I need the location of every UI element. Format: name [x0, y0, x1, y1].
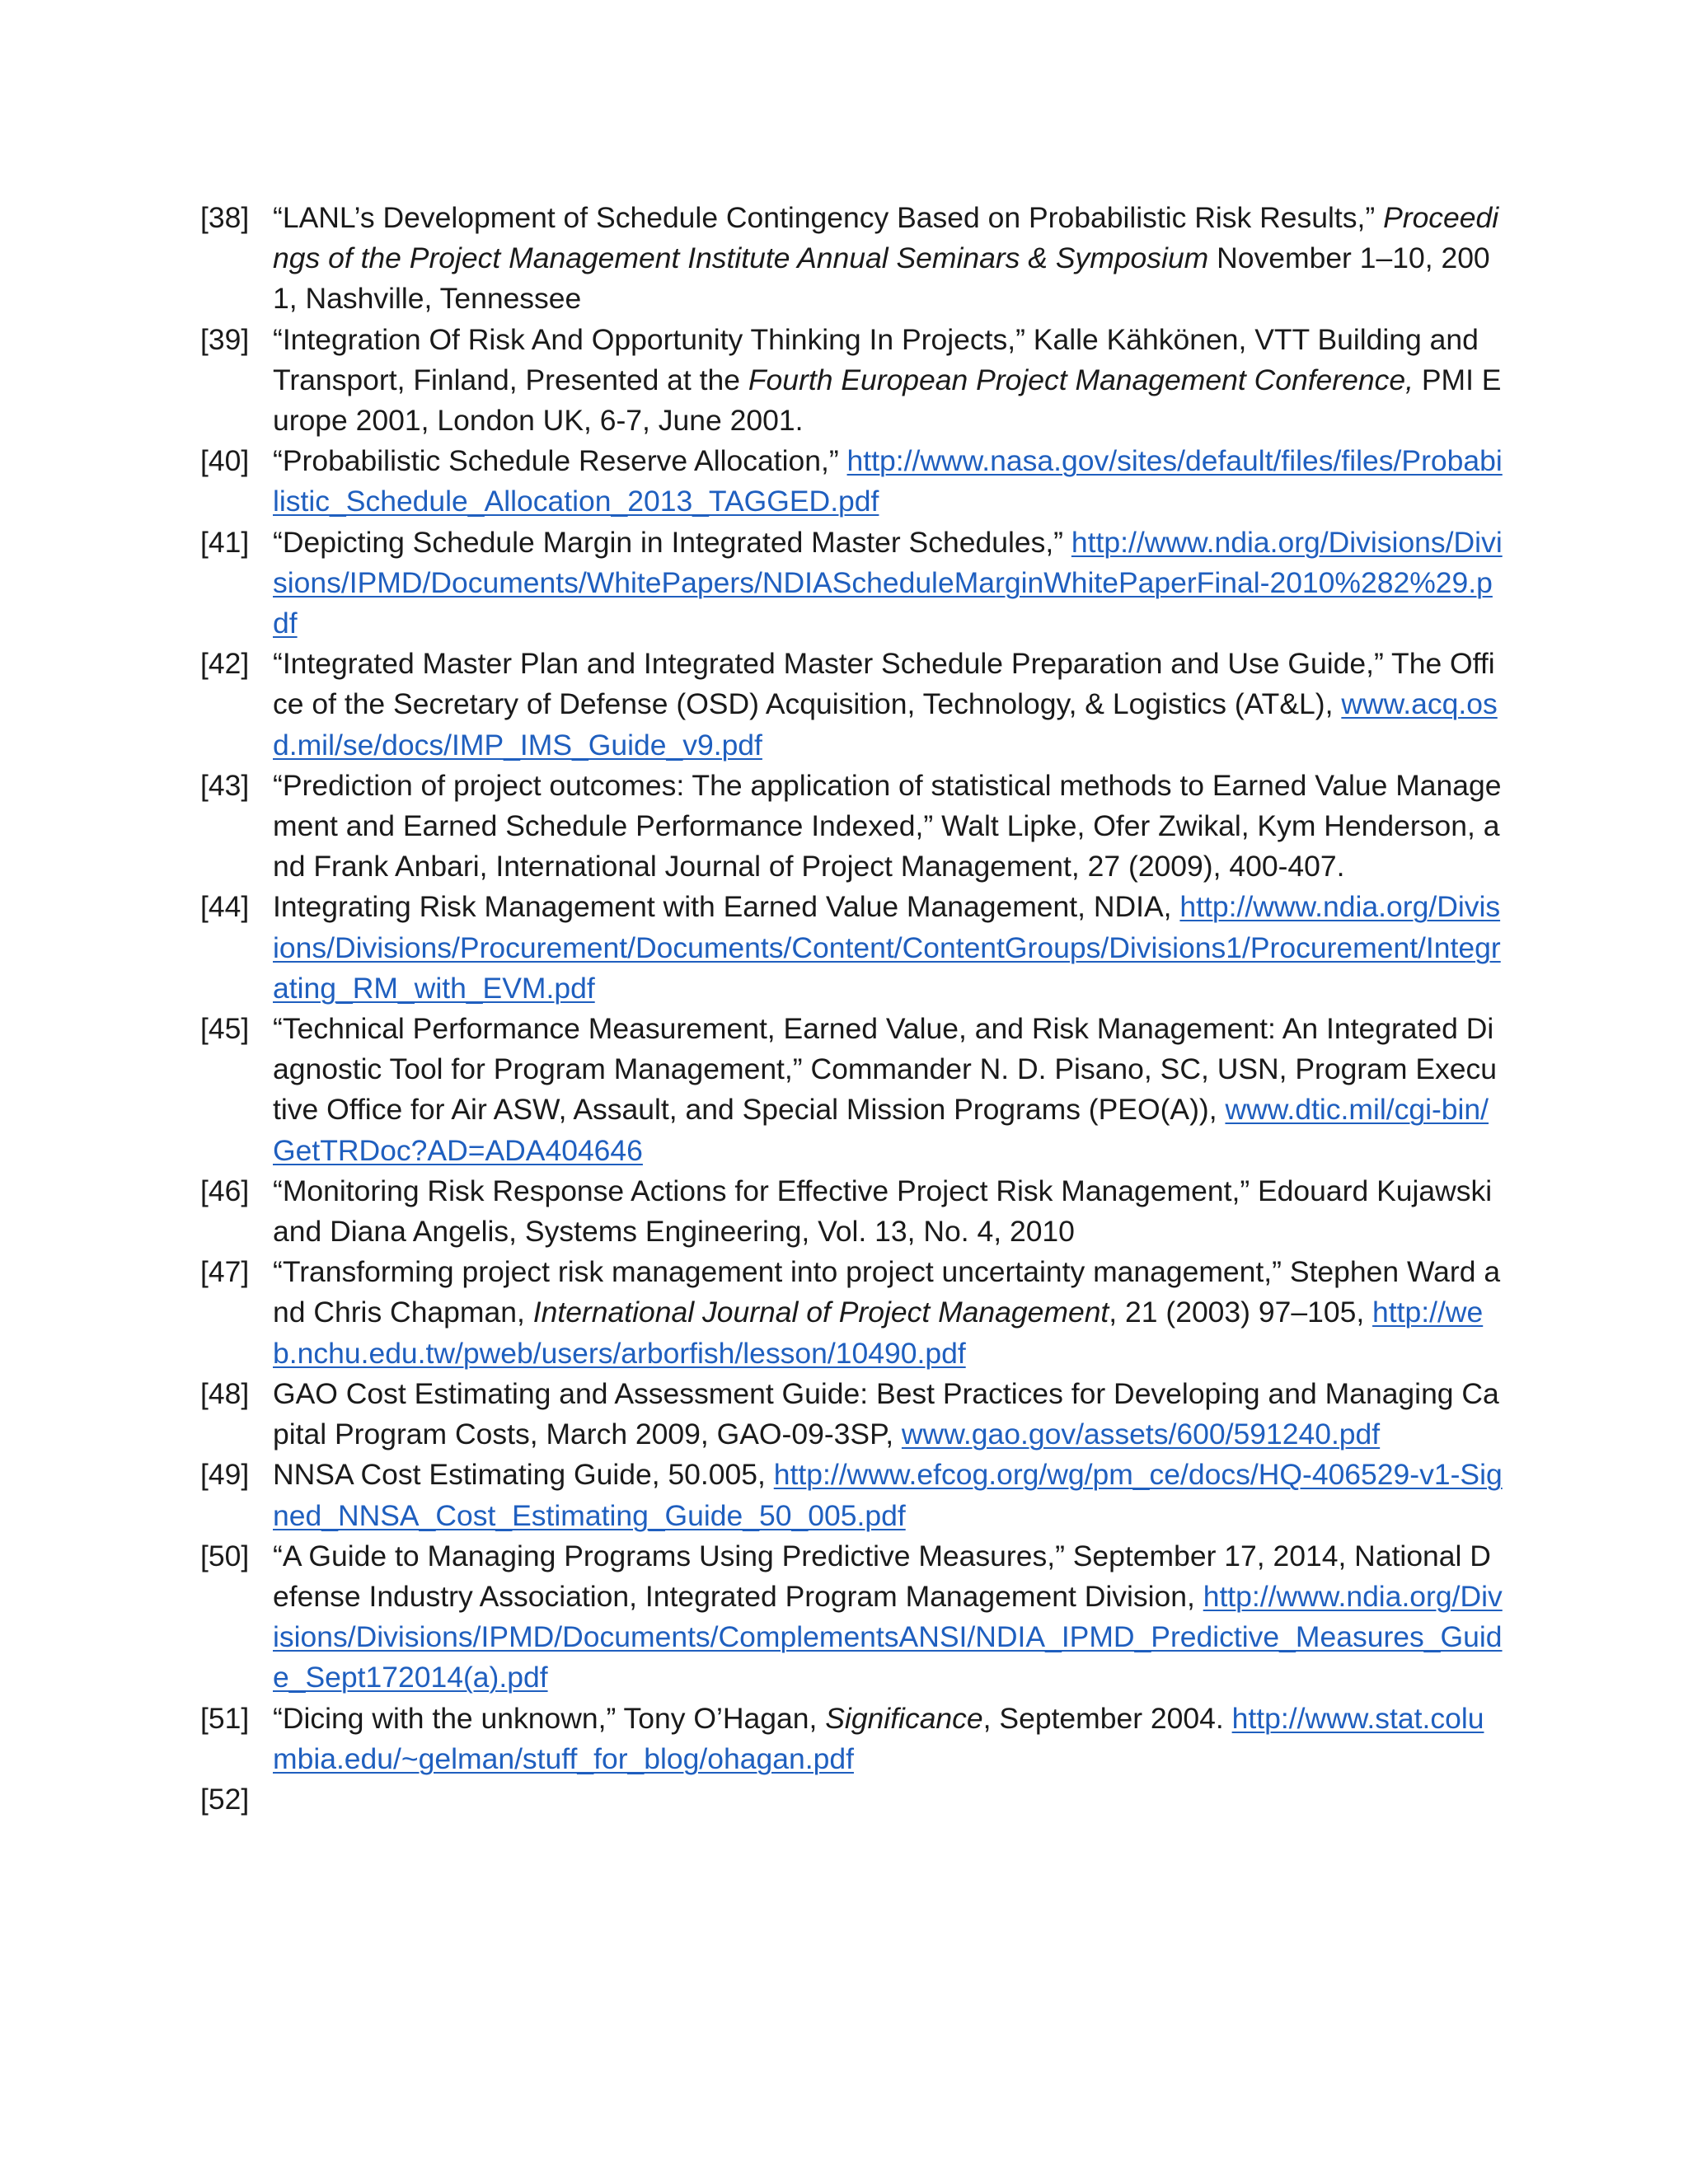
reference-text — [273, 887, 1503, 1009]
reference-text — [273, 1252, 1503, 1374]
reference-text-segment: “Probabilistic Schedule Reserve Allocation,” — [273, 444, 847, 478]
reference-item — [200, 320, 1503, 442]
reference-text — [273, 198, 1503, 320]
reference-item — [200, 887, 1503, 1009]
reference-item — [200, 198, 1503, 320]
reference-text-segment: Integrating Risk Management with Earned Value Management, NDIA, — [273, 890, 1180, 924]
reference-number: [43] — [200, 768, 250, 802]
reference-text — [273, 1536, 1503, 1699]
reference-item — [200, 766, 1503, 888]
reference-number: [41] — [200, 525, 250, 559]
reference-text-segment: “Integrated Master Plan and Integrated Master Schedule Preparation and Use Guide,” The Office of the Secretary of Defense (OSD) Acquisition, Technology, & Logistics (AT&L), — [273, 647, 1495, 721]
reference-text — [273, 523, 1503, 644]
reference-text-segment: November 1–10, 2001, Nashville, Tennessee — [273, 241, 1490, 316]
reference-number: [52] — [200, 1782, 250, 1816]
reference-number: [38] — [200, 201, 250, 234]
reference-number: [39] — [200, 322, 250, 356]
reference-text — [273, 766, 1503, 888]
reference-text — [273, 644, 1503, 766]
reference-text-segment: “Transforming project risk management into project uncertainty management,” Stephen Ward and Chris Chapman, — [273, 1255, 1501, 1329]
reference-text — [273, 1455, 1503, 1535]
reference-link[interactable]: www.dtic.mil/cgi-bin/GetTRDoc?AD=ADA404646 — [273, 1093, 1489, 1167]
reference-number: [48] — [200, 1376, 250, 1410]
reference-italic-title: Significance — [825, 1701, 983, 1735]
reference-link[interactable]: http://www.nasa.gov/sites/default/files/files/Probabilistic_Schedule_Allocation_2013_TAGGED.pdf — [273, 444, 1503, 518]
reference-text — [273, 1779, 1503, 1820]
reference-link[interactable]: http://www.ndia.org/Divisions/Divisions/IPMD/Documents/ComplementsANSI/NDIA_IPMD_Predictive_Measures_Guide_Sept172014(a).pdf — [273, 1579, 1503, 1694]
reference-link[interactable]: http://web.nchu.edu.tw/pweb/users/arborfish/lesson/10490.pdf — [273, 1296, 1484, 1370]
reference-text-segment: PMI Europe 2001, London UK, 6-7, June 2001. — [273, 363, 1502, 438]
reference-item — [200, 1374, 1503, 1455]
reference-link[interactable]: http://www.ndia.org/Divisions/Divisions/Procurement/Documents/Content/ContentGroups/Divisions1/Procurement/Integrating_RM_with_EVM.pdf — [273, 890, 1501, 1005]
reference-list — [200, 198, 1503, 1820]
reference-item — [200, 1536, 1503, 1699]
reference-link[interactable]: http://www.stat.columbia.edu/~gelman/stuff_for_blog/ohagan.pdf — [273, 1701, 1484, 1775]
reference-item — [200, 1009, 1503, 1171]
reference-item — [200, 1252, 1503, 1374]
reference-link[interactable]: http://www.efcog.org/wg/pm_ce/docs/HQ-406529-v1-Signed_NNSA_Cost_Estimating_Guide_50_005.pdf — [273, 1458, 1503, 1532]
reference-number: [40] — [200, 444, 250, 478]
reference-item — [200, 1699, 1503, 1779]
reference-item — [200, 523, 1503, 644]
reference-link[interactable]: www.gao.gov/assets/600/591240.pdf — [901, 1418, 1381, 1451]
reference-number: [44] — [200, 890, 250, 924]
reference-link[interactable]: www.acq.osd.mil/se/docs/IMP_IMS_Guide_v9.pdf — [273, 687, 1498, 762]
reference-number: [51] — [200, 1701, 250, 1735]
reference-text-segment: “Integration Of Risk And Opportunity Thinking In Projects,” Kalle Kähkönen, VTT Building and Transport, Finland, Presented at the — [273, 322, 1479, 396]
reference-number: [50] — [200, 1539, 250, 1572]
reference-number: [42] — [200, 647, 250, 681]
reference-text — [273, 1009, 1503, 1171]
reference-text-segment: “LANL’s Development of Schedule Contingency Based on Probabilistic Risk Results,” — [273, 201, 1384, 234]
reference-item — [200, 1455, 1503, 1535]
reference-text-segment: “Prediction of project outcomes: The application of statistical methods to Earned Value Management and Earned Schedule Performance Indexed,” Walt Lipke, Ofer Zwikal, Kym Henderson, and Frank Anbari, International Journal of Project Management, 27 (2009), 400-407. — [273, 768, 1502, 883]
reference-number: [47] — [200, 1255, 250, 1289]
reference-item — [200, 441, 1503, 522]
reference-item — [200, 1171, 1503, 1252]
reference-text — [273, 1171, 1503, 1252]
reference-text-segment: GAO Cost Estimating and Assessment Guide: Best Practices for Developing and Managing Capital Program Costs, March 2009, GAO-09-3SP, — [273, 1376, 1499, 1451]
reference-item — [200, 1779, 1503, 1820]
reference-text — [273, 320, 1503, 442]
reference-text — [273, 1699, 1503, 1779]
reference-text-segment: NNSA Cost Estimating Guide, 50.005, — [273, 1458, 774, 1492]
reference-item — [200, 644, 1503, 766]
reference-link[interactable]: http://www.ndia.org/Divisions/Divisions/IPMD/Documents/WhitePapers/NDIAScheduleMarginWhitePaperFinal-2010%282%29.pdf — [273, 525, 1503, 640]
reference-text-segment: , 21 (2003) 97–105, — [1109, 1296, 1373, 1329]
reference-text-segment: “Monitoring Risk Response Actions for Effective Project Risk Management,” Edouard Kujawski and Diana Angelis, Systems Engineering, Vol. 13, No. 4, 2010 — [273, 1174, 1493, 1249]
reference-number: [45] — [200, 1012, 250, 1046]
reference-text-segment: “A Guide to Managing Programs Using Predictive Measures,” September 17, 2014, National Defense Industry Association, Integrated Program Management Division, — [273, 1539, 1491, 1613]
reference-text — [273, 441, 1503, 522]
reference-text-segment: “Dicing with the unknown,” Tony O’Hagan, — [273, 1701, 826, 1735]
reference-italic-title: Fourth European Project Management Conference, — [748, 363, 1414, 396]
reference-number: [49] — [200, 1458, 250, 1492]
reference-italic-title: Proceedings of the Project Management Institute Annual Seminars & Symposium — [273, 201, 1499, 275]
reference-number: [46] — [200, 1174, 250, 1207]
reference-text-segment: “Depicting Schedule Margin in Integrated Master Schedules,” — [273, 525, 1071, 559]
reference-text — [273, 1374, 1503, 1455]
reference-text-segment: , September 2004. — [982, 1701, 1232, 1735]
reference-text-segment: “Technical Performance Measurement, Earned Value, and Risk Management: An Integrated Diagnostic Tool for Program Management,” Commander N. D. Pisano, SC, USN, Program Executive Office for Air ASW, Assault, and Special Mission Programs (PEO(A)), — [273, 1012, 1498, 1127]
reference-italic-title: International Journal of Project Management — [532, 1296, 1109, 1329]
